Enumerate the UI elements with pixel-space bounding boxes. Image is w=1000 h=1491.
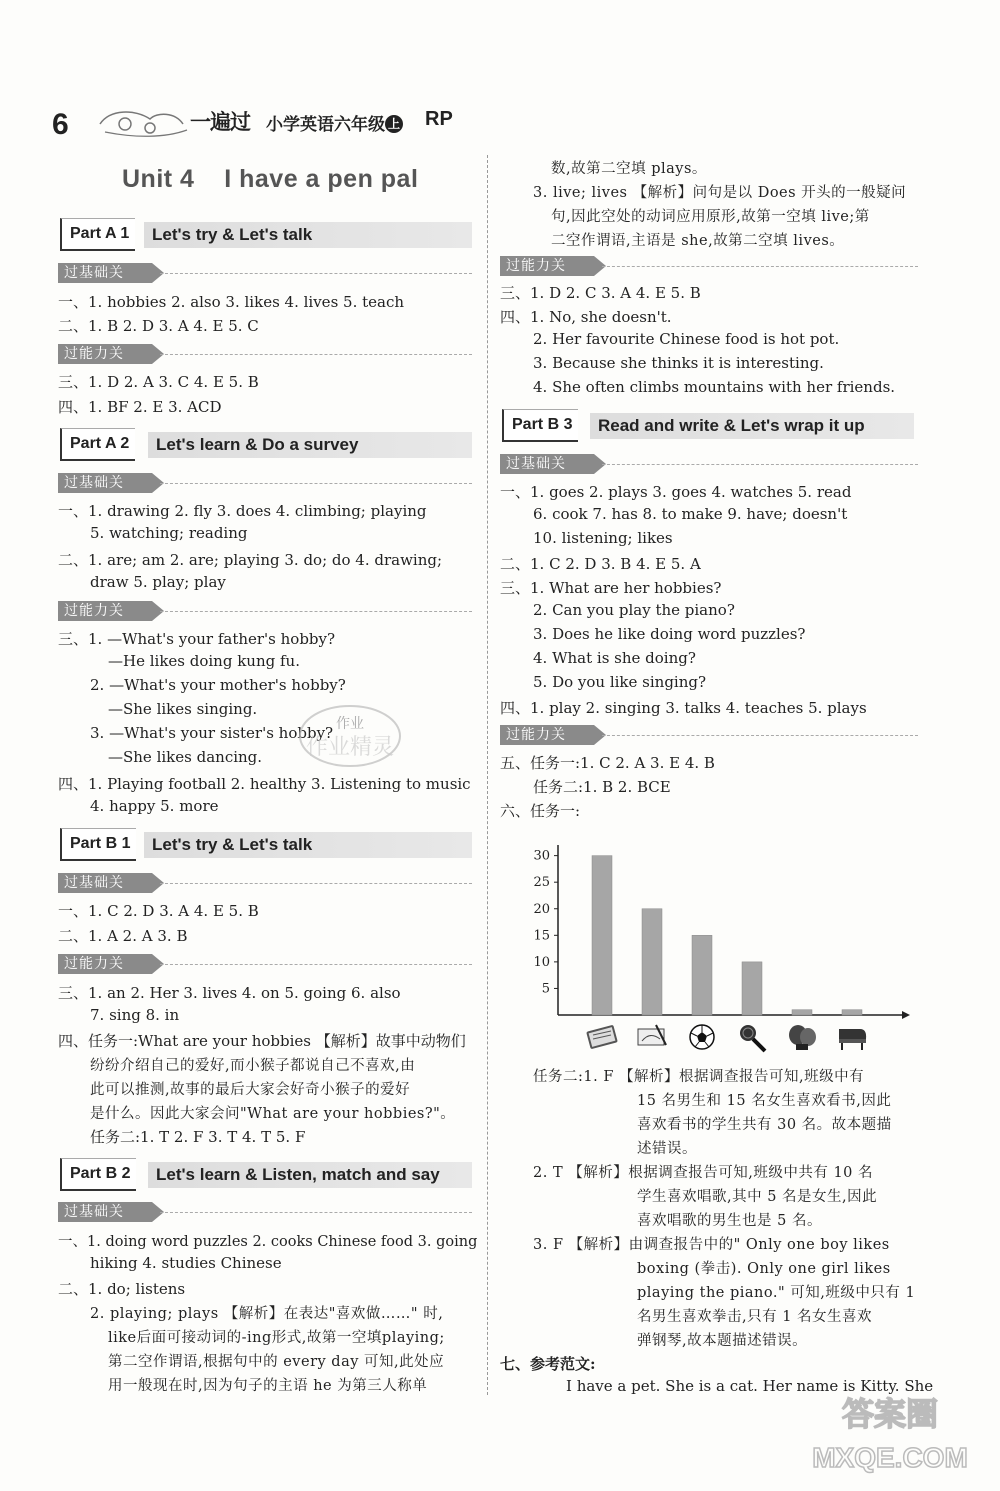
answer-line: 二空作谓语,主语是 she,故第二空填 lives。	[551, 233, 845, 249]
x-axis-arrow	[902, 1011, 910, 1019]
part-b3-header	[502, 409, 914, 441]
answer-line: 7. sing 8. in	[90, 1006, 180, 1024]
answer-line: 二、1. C 2. D 3. B 4. E 5. A	[500, 555, 701, 573]
answer-line: —She likes singing.	[108, 700, 258, 718]
answer-line: 2. —What's your mother's hobby?	[90, 676, 346, 694]
answer-line: hiking 4. studies Chinese	[90, 1254, 282, 1272]
book-subtitle: 小学英语六年级 上	[266, 110, 403, 135]
tag-divider	[160, 483, 472, 484]
answer-line: 15 名男生和 15 名女生喜欢看书,因此	[637, 1093, 892, 1109]
y-tick-label: 25	[533, 875, 550, 891]
answer-line: 6. cook 7. has 8. to make 9. have; doesn't	[533, 505, 848, 523]
singing-icon	[740, 1025, 765, 1051]
answer-line: —He likes doing kung fu.	[108, 652, 300, 670]
y-tick-label: 5	[541, 981, 550, 997]
watermark-text: 作业精灵	[305, 735, 395, 760]
answer-line: 三、1. D 2. A 3. C 4. E 5. B	[58, 373, 259, 391]
part-a1-header	[60, 218, 472, 250]
ability-tag: 过能力关	[58, 344, 152, 364]
answer-line: 5. watching; reading	[90, 524, 248, 542]
answer-line: 纷纷介绍自己的爱好,而小猴子都说自己不喜欢,由	[90, 1058, 416, 1074]
y-tick-label: 15	[533, 928, 550, 944]
answer-line: 2. Her favourite Chinese food is hot pot.	[533, 330, 840, 348]
part-label: Part B 2	[60, 1158, 136, 1191]
answer-line: 5. Do you like singing?	[533, 673, 707, 691]
column-divider	[487, 155, 488, 1395]
tag-divider	[602, 266, 918, 267]
bar	[792, 1010, 812, 1015]
basic-tag: 过基础关	[58, 873, 152, 893]
answer-line: playing the piano." 可知,班级中只有 1	[637, 1285, 916, 1301]
tag-divider	[160, 1212, 472, 1213]
answer-line: 述错误。	[637, 1141, 697, 1157]
tag-divider	[160, 883, 472, 884]
answer-line: 一、1. goes 2. plays 3. goes 4. watches 5. read	[500, 483, 852, 501]
drawing-icon	[638, 1025, 666, 1045]
y-tick-label: 10	[533, 954, 550, 970]
basic-tag: 过基础关	[58, 473, 152, 493]
answer-line: 数,故第二空填 plays。	[551, 161, 707, 177]
part-title: Read and write & Let's wrap it up	[590, 413, 914, 439]
answer-line: 一、1. C 2. D 3. A 4. E 5. B	[58, 902, 259, 920]
answer-line: 二、1. are; am 2. are; playing 3. do; do 4. drawing;	[58, 551, 443, 569]
answer-line: 六、任务一:	[500, 802, 581, 820]
y-tick-label: 30	[533, 848, 550, 864]
answer-line: 2. playing; plays 【解析】在表达"喜欢做……" 时,	[90, 1306, 444, 1322]
y-tick-label: 20	[533, 901, 550, 917]
answer-line: 2. T 【解析】根据调查报告可知,班级中共有 10 名	[533, 1165, 874, 1181]
tag-divider	[160, 354, 472, 355]
ability-tag: 过能力关	[500, 725, 594, 745]
answer-line: 四、1. No, she doesn't.	[500, 308, 672, 326]
part-title: Let's learn & Do a survey	[148, 432, 472, 458]
part-title: Let's try & Let's talk	[144, 832, 472, 858]
tag-divider	[160, 273, 472, 274]
edition-label: RP	[425, 108, 453, 130]
answer-line: 喜欢看书的学生共有 30 名。故本题描	[637, 1117, 892, 1133]
answer-line: 五、任务一:1. C 2. A 3. E 4. B	[500, 754, 715, 772]
answer-line: 第二空作谓语,根据句中的 every day 可知,此处应	[108, 1354, 445, 1370]
answer-line: 一、1. hobbies 2. also 3. likes 4. lives 5. teach	[58, 293, 405, 311]
answer-line: 任务二:1. F 【解析】根据调查报告可知,班级中有	[533, 1069, 865, 1085]
answer-line: 是什么。因此大家会问"What are your hobbies?"。	[90, 1106, 456, 1122]
answer-line: 四、任务一:What are your hobbies 【解析】故事中动物们	[58, 1032, 466, 1050]
answer-line: 4. happy 5. more	[90, 797, 219, 815]
football-icon	[690, 1025, 714, 1049]
answer-line: 三、1. —What's your father's hobby?	[58, 630, 336, 648]
basic-tag: 过基础关	[500, 454, 594, 474]
answer-line: 三、1. an 2. Her 3. lives 4. on 5. going 6. also	[58, 984, 401, 1002]
answer-line: 四、1. play 2. singing 3. talks 4. teaches 5. plays	[500, 699, 867, 717]
answer-line: 二、1. do; listens	[58, 1280, 186, 1298]
part-b1-header	[60, 828, 472, 860]
watermark-text: 作业	[336, 716, 364, 732]
answer-line: 4. What is she doing?	[533, 649, 696, 667]
answer-line: 一、1. doing word puzzles 2. cooks Chinese food 3. going	[58, 1234, 478, 1250]
answer-line: —She likes dancing.	[108, 748, 263, 766]
part-label: Part B 3	[502, 409, 578, 442]
answer-line: 3. —What's your sister's hobby?	[90, 724, 334, 742]
answer-line: draw 5. play; play	[90, 573, 226, 591]
answer-line: 四、1. BF 2. E 3. ACD	[58, 398, 222, 416]
answer-line: boxing (拳击). Only one girl likes	[637, 1261, 891, 1277]
bar	[692, 935, 712, 1015]
ability-tag: 过能力关	[500, 256, 594, 276]
bar	[842, 1010, 862, 1015]
watermark-stamp	[265, 688, 435, 788]
page-number: 6	[52, 108, 69, 141]
answer-line: 二、1. A 2. A 3. B	[58, 927, 188, 945]
answer-line: 学生喜欢唱歌,其中 5 名是女生,因此	[637, 1189, 878, 1205]
boxing-icon	[789, 1025, 816, 1050]
answer-line: 此可以推测,故事的最后大家会好奇小猴子的爱好	[90, 1082, 411, 1098]
answer-line: 句,因此空处的动词应用原形,故第一空填 live;第	[551, 209, 870, 225]
answer-line: 任务二:1. T 2. F 3. T 4. T 5. F	[90, 1128, 306, 1146]
hobby-survey-bar-chart	[520, 835, 920, 1060]
answer-line: 名男生喜欢拳击,只有 1 名女生喜欢	[637, 1309, 873, 1325]
answer-line: I have a pet. She is a cat. Her name is Kitty. She	[566, 1377, 934, 1395]
part-b2-header	[60, 1158, 472, 1190]
part-a2-header	[60, 428, 472, 460]
answer-line: 一、1. drawing 2. fly 3. does 4. climbing; playing	[58, 502, 427, 520]
ability-tag: 过能力关	[58, 954, 152, 974]
bar	[592, 856, 612, 1015]
ability-tag: 过能力关	[58, 601, 152, 621]
answer-line: 4. She often climbs mountains with her friends.	[533, 378, 896, 396]
part-title: Let's try & Let's talk	[144, 222, 472, 248]
tag-divider	[160, 964, 472, 965]
watermark-brand: 答案圈	[841, 1395, 939, 1433]
answer-line: 2. Can you play the piano?	[533, 601, 735, 619]
piano-icon	[839, 1029, 866, 1050]
model-essay-heading: 七、参考范文:	[500, 1355, 596, 1373]
site-watermark	[800, 1385, 980, 1481]
part-label: Part A 1	[60, 218, 135, 251]
brand-name: 一遍过	[190, 110, 250, 134]
answer-line: 喜欢唱歌的男生也是 5 名。	[637, 1213, 822, 1229]
reading-icon	[586, 1025, 618, 1050]
tag-divider	[602, 464, 918, 465]
tag-divider	[602, 735, 918, 736]
answer-line: 3. live; lives 【解析】问句是以 Does 开头的一般疑问	[533, 185, 907, 201]
answer-line: like后面可接动词的-ing形式,故第一空填playing;	[108, 1330, 445, 1346]
answer-line: 弹钢琴,故本题描述错误。	[637, 1333, 808, 1349]
part-title: Let's learn & Listen, match and say	[148, 1162, 472, 1188]
basic-tag: 过基础关	[58, 1202, 152, 1222]
tag-divider	[160, 611, 472, 612]
answer-line: 三、1. What are her hobbies?	[500, 579, 722, 597]
answer-line: 3. Does he like doing word puzzles?	[533, 625, 806, 643]
bar	[642, 909, 662, 1015]
answer-line: 10. listening; likes	[533, 529, 673, 547]
basic-tag: 过基础关	[58, 263, 152, 283]
answer-line: 3. Because she thinks it is interesting.	[533, 354, 824, 372]
watermark-site: MXQE.COM	[812, 1442, 968, 1473]
answer-line: 任务二:1. B 2. BCE	[533, 778, 671, 796]
answer-line: 3. F 【解析】由调查报告中的" Only one boy likes	[533, 1237, 890, 1253]
part-label: Part A 2	[60, 428, 135, 461]
unit-title: Unit 4 I have a pen pal	[122, 165, 419, 193]
volume-badge: 上	[385, 115, 403, 133]
bar	[742, 962, 762, 1015]
answer-line: 四、1. Playing football 2. healthy 3. Listening to music	[58, 775, 471, 793]
answer-line: 二、1. B 2. D 3. A 4. E 5. C	[58, 317, 259, 335]
answer-line: 用一般现在时,因为句子的主语 he 为第三人称单	[108, 1378, 428, 1394]
part-label: Part B 1	[60, 828, 136, 861]
answer-line: 三、1. D 2. C 3. A 4. E 5. B	[500, 284, 701, 302]
